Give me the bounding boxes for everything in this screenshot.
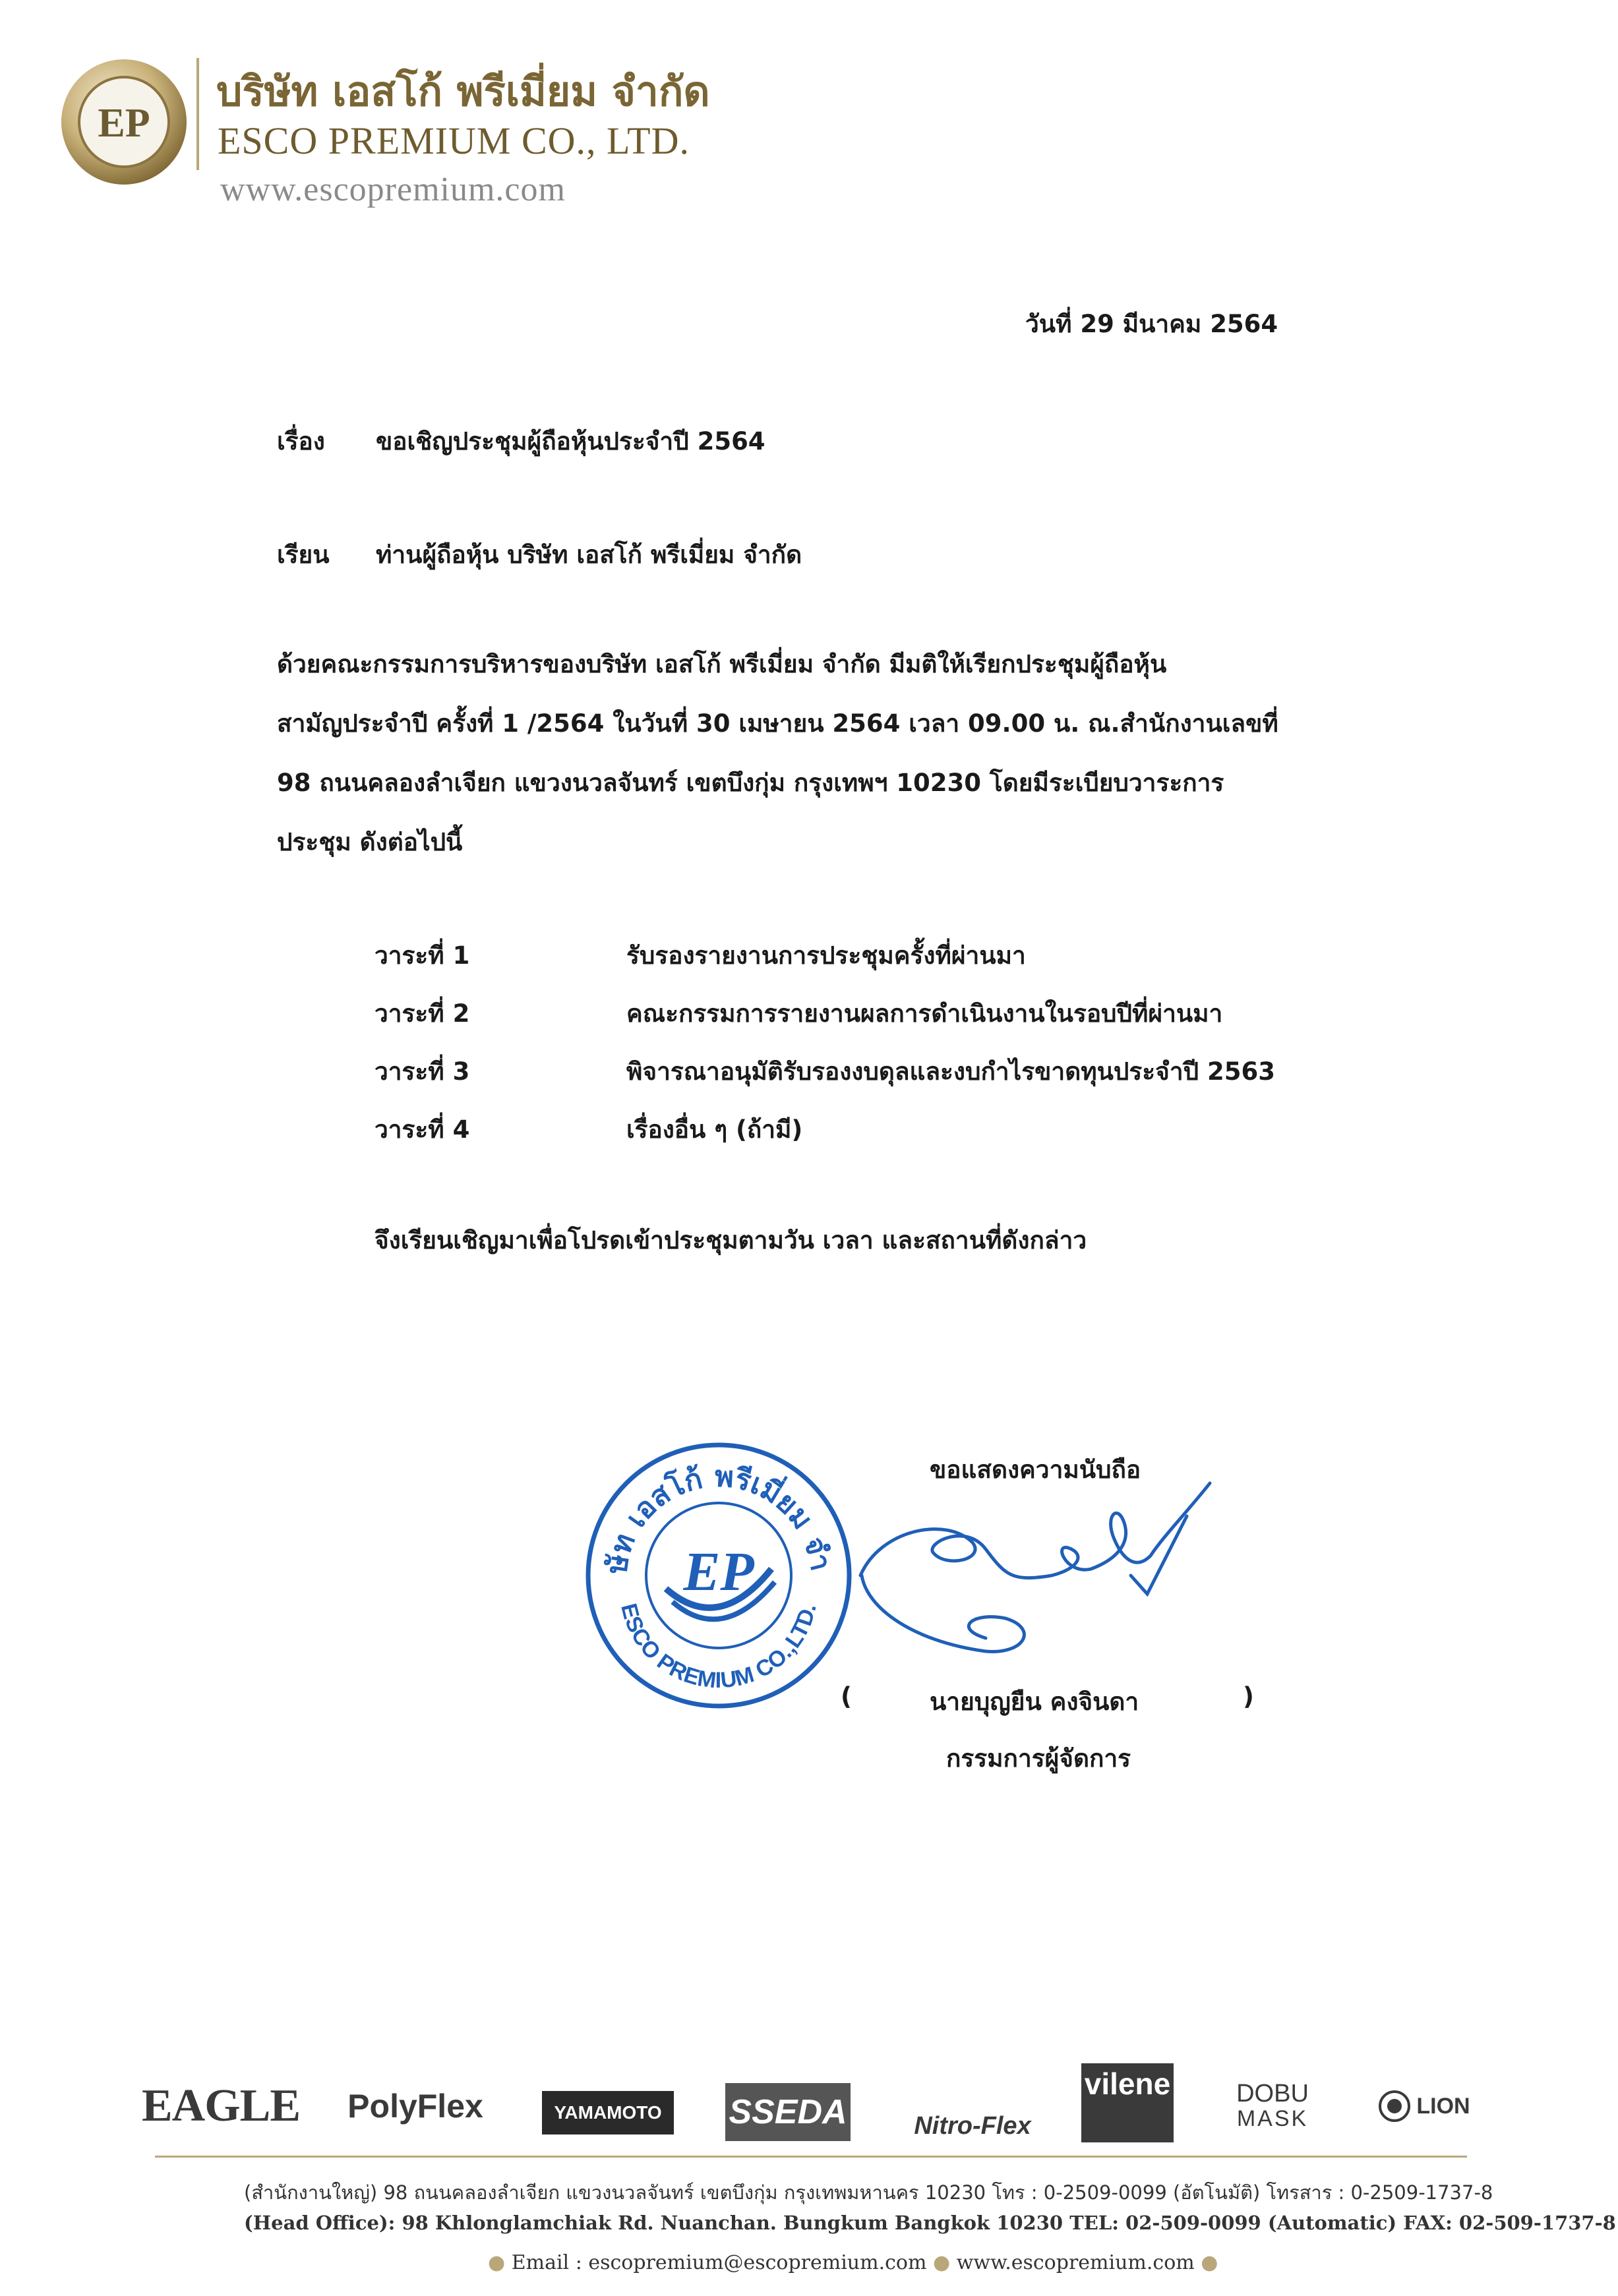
company-logo — [58, 56, 190, 188]
agenda-text: คณะกรรมการรายงานผลการดำเนินงานในรอบปีที่ผ่านมา — [626, 999, 1223, 1028]
recipient-text: ท่านผู้ถือหุ้น บริษัท เอสโก้ พรีเมี่ยม จำกัด — [376, 541, 802, 569]
footer-website: www.escopremium.com — [956, 2251, 1195, 2274]
logo-text: EP — [98, 101, 150, 146]
subject-label: เรื่อง — [277, 427, 325, 456]
brand-dobu-bottom: MASK — [1236, 2106, 1309, 2132]
signer-paren-close: ) — [1243, 1682, 1254, 1711]
signer-position: กรรมการผู้จัดการ — [946, 1744, 1131, 1773]
paragraph-line: ด้วยคณะกรรมการบริหารของบริษัท เอสโก้ พรีเมี่ยม จำกัด มีมติให้เรียกประชุมผู้ถือหุ้น — [277, 650, 1167, 678]
footer-english-address: (Head Office): 98 Khlonglamchiak Rd. Nuanchan. Bungkum Bangkok 10230 TEL: 02-509-0099 (Automatic) FAX: 02-509-1737-8 — [244, 2212, 1616, 2234]
brand-yamamoto: YAMAMOTO — [542, 2091, 674, 2134]
recipient-label: เรียน — [277, 541, 330, 569]
signer-paren-open: ( — [841, 1682, 852, 1711]
bullet-icon: ● — [488, 2251, 506, 2274]
brand-seda: SSEDA — [725, 2083, 851, 2141]
handwritten-signature — [854, 1477, 1249, 1668]
brand-lion — [1358, 2076, 1490, 2136]
stamp-thai-text: ษัท เอสโก้ พรีเมี่ยม จำ — [599, 1459, 838, 1576]
paragraph-line: สามัญประจำปี ครั้งที่ 1 /2564 ในวันที่ 30 เมษายน 2564 เวลา 09.00 น. ณ.สำนักงานเลขที่ — [277, 709, 1278, 738]
company-name-english: ESCO PREMIUM CO., LTD. — [218, 119, 690, 162]
footer-divider — [155, 2156, 1467, 2158]
brand-nitroflex: Nitro-Flex — [914, 2111, 1031, 2140]
closing-sentence: จึงเรียนเชิญมาเพื่อโปรดเข้าประชุมตามวัน เวลา และสถานที่ดังกล่าว — [375, 1226, 1087, 1254]
agenda-text: พิจารณาอนุมัติรับรองงบดุลและงบกำไรขาดทุนประจำปี 2563 — [626, 1057, 1275, 1086]
company-website: www.escopremium.com — [220, 171, 566, 208]
brand-vilene: vilene — [1081, 2063, 1174, 2142]
agenda-text: เรื่องอื่น ๆ (ถ้ามี) — [626, 1115, 803, 1144]
lion-icon — [1378, 2090, 1411, 2123]
stamp-logo-text: EP — [683, 1541, 754, 1603]
agenda-number: วาระที่ 4 — [375, 1115, 470, 1144]
letterhead-divider — [196, 58, 199, 170]
agenda-number: วาระที่ 1 — [375, 941, 470, 970]
agenda-text: รับรองรายงานการประชุมครั้งที่ผ่านมา — [626, 941, 1026, 970]
footer-contact — [488, 2251, 1218, 2274]
brand-dobu-top: DOBU — [1236, 2080, 1309, 2108]
company-stamp — [580, 1437, 857, 1714]
brand-lion-text: LION — [1416, 2093, 1470, 2119]
brand-dobu-mask — [1223, 2076, 1322, 2136]
paragraph-line: ประชุม ดังต่อไปนี้ — [277, 828, 463, 856]
regards-text: ขอแสดงความนับถือ — [930, 1456, 1141, 1484]
stamp-english-text: ESCO PREMIUM CO.,LTD. — [616, 1601, 822, 1693]
footer-email: Email : escopremium@escopremium.com — [511, 2251, 927, 2274]
brand-polyflex: PolyFlex — [347, 2088, 483, 2125]
letter-date: วันที่ 29 มีนาคม 2564 — [1025, 310, 1278, 338]
brand-eagle: EAGLE — [141, 2080, 301, 2131]
bullet-icon: ● — [932, 2251, 951, 2274]
agenda-number: วาระที่ 2 — [375, 999, 470, 1028]
signer-name: นายบุญยืน คงจินดา — [930, 1688, 1139, 1716]
paragraph-line: 98 ถนนคลองลำเจียก แขวงนวลจันทร์ เขตบึงกุ่ม กรุงเทพฯ 10230 โดยมีระเบียบวาระการ — [277, 769, 1224, 797]
footer-thai-address: (สำนักงานใหญ่) 98 ถนนคลองลำเจียก แขวงนวลจันทร์ เขตบึงกุ่ม กรุงเทพมหานคร 10230 โทร : 0-2509-0099 (อัตโนมัติ) โทรสาร : 0-2509-1737-8 — [244, 2181, 1493, 2204]
company-name-thai: บริษัท เอสโก้ พรีเมี่ยม จำกัด — [216, 67, 710, 115]
agenda-number: วาระที่ 3 — [375, 1057, 470, 1086]
bullet-icon: ● — [1201, 2251, 1218, 2274]
subject-text: ขอเชิญประชุมผู้ถือหุ้นประจำปี 2564 — [376, 427, 765, 456]
